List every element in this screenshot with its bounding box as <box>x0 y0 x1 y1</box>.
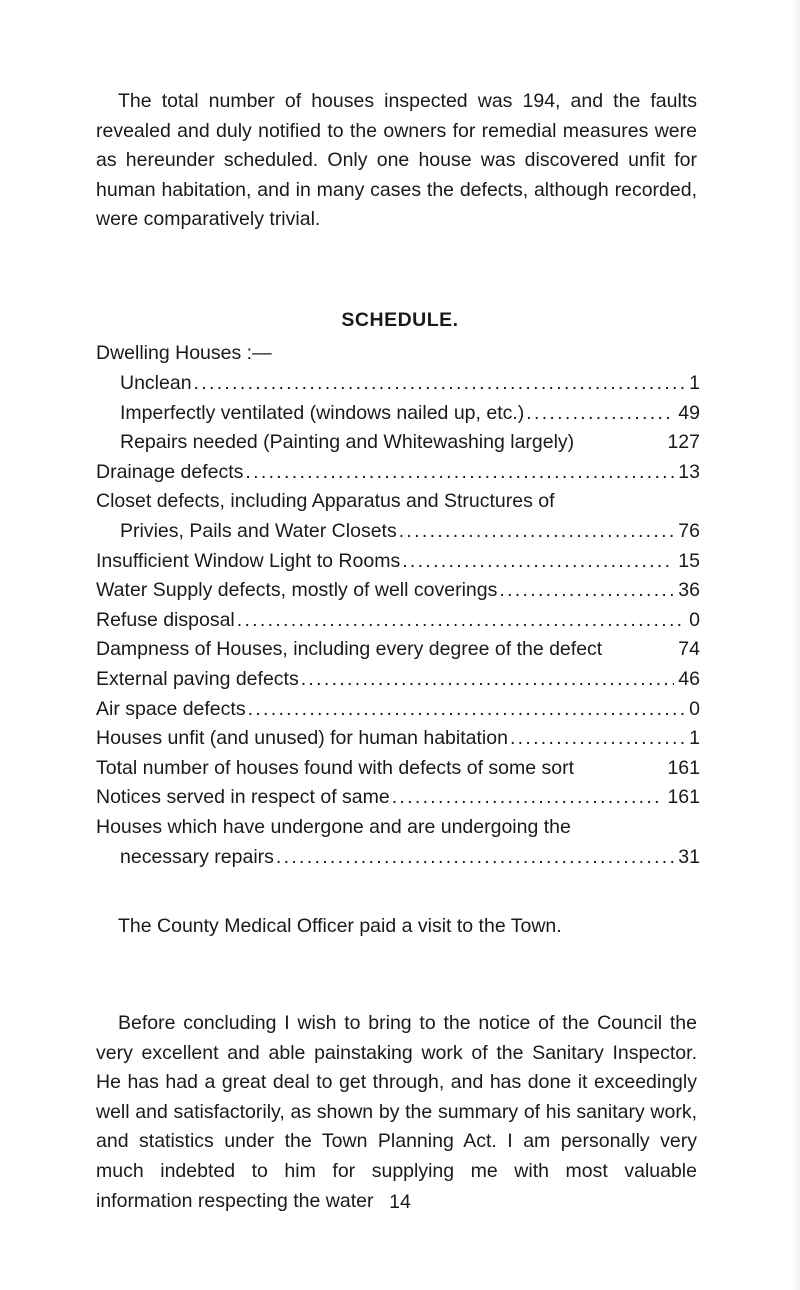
schedule-item-label: Total number of houses found with defects of some sort <box>96 756 575 779</box>
leader-dots <box>237 606 684 636</box>
schedule-item-label: Closet defects, including Apparatus and Structures of <box>96 490 555 513</box>
schedule-item-label: Drainage defects <box>96 460 244 483</box>
leader-dots <box>499 576 674 606</box>
schedule-item-value: 13 <box>678 460 700 483</box>
schedule-item-houses-repairs <box>96 813 700 843</box>
leader-dots <box>402 547 674 577</box>
schedule-item-label: Refuse disposal <box>96 608 235 631</box>
schedule-item-value: 0 <box>689 697 700 720</box>
schedule-heading: SCHEDULE. <box>341 309 459 331</box>
schedule-item-label: Imperfectly ventilated (windows nailed up, etc.) <box>120 401 525 424</box>
schedule-item-label: Water Supply defects, mostly of well coverings <box>96 579 498 602</box>
schedule-item-notices <box>96 783 700 813</box>
leader-dots <box>276 843 674 873</box>
schedule-list <box>96 369 700 872</box>
schedule-item-label: Houses unfit (and unused) for human habitation <box>96 727 508 750</box>
leader-dots <box>510 724 684 754</box>
concluding-paragraph: Before concluding I wish to bring to the notice of the Council the very excellent and able painstaking work of the Sanitary Inspector. He has had a great deal to get through, and has done it exceedingly well and satisfactorily, as shown by the summary of his sanitary work, and statistics under the Town Planning Act. I am personally very much indebted to him for supplying me with most valuable information respecting the water <box>96 1012 697 1212</box>
schedule-item-necessary-repairs <box>96 843 700 873</box>
county-visit-paragraph: The County Medical Officer paid a visit to the Town. <box>118 915 562 937</box>
page-number: 14 <box>389 1191 411 1213</box>
schedule-item-repairs <box>96 428 700 458</box>
schedule-item-label: Dampness of Houses, including every degree of the defect <box>96 638 603 661</box>
schedule-item-water-supply <box>96 576 700 606</box>
schedule-item-dampness <box>96 635 700 665</box>
schedule-item-label: Air space defects <box>96 697 246 720</box>
schedule-item-label: Privies, Pails and Water Closets <box>120 519 397 542</box>
schedule-item-value: 127 <box>667 431 700 454</box>
dwelling-houses-label: Dwelling Houses :— <box>96 342 272 364</box>
schedule-item-total-defects <box>96 754 700 784</box>
leader-dots <box>194 369 684 399</box>
schedule-item-value: 76 <box>678 519 700 542</box>
schedule-item-value: 36 <box>678 579 700 602</box>
leader-dots <box>392 783 664 813</box>
schedule-item-closet <box>96 487 700 517</box>
schedule-item-refuse <box>96 606 700 636</box>
leader-dots <box>301 665 675 695</box>
schedule-item-houses-unfit <box>96 724 700 754</box>
schedule-item-value: 46 <box>678 667 700 690</box>
schedule-item-label: Repairs needed (Painting and Whitewashing largely) <box>120 431 575 454</box>
schedule-item-value: 49 <box>678 401 700 424</box>
page-edge-shadow <box>790 0 800 1290</box>
schedule-item-air-space <box>96 695 700 725</box>
leader-dots <box>399 517 675 547</box>
schedule-item-window-light <box>96 547 700 577</box>
schedule-item-drainage <box>96 458 700 488</box>
intro-paragraph: The total number of houses inspected was 194, and the faults revealed and duly notified to the owners for remedial measures were as hereunder scheduled. Only one house was discovered unfit for human habitation, and in many cases the defects, although recorded, were comparatively trivial. <box>96 90 697 231</box>
schedule-item-value: 161 <box>667 786 700 809</box>
schedule-item-value: 15 <box>678 549 700 572</box>
schedule-item-value: 74 <box>678 638 700 661</box>
schedule-item-label: Insufficient Window Light to Rooms <box>96 549 401 572</box>
schedule-item-label: Unclean <box>120 372 192 394</box>
schedule-item-label: necessary repairs <box>120 845 274 868</box>
leader-dots <box>245 458 674 488</box>
schedule-item-value: 1 <box>689 727 700 750</box>
leader-dots <box>526 399 674 429</box>
schedule-item-label: Houses which have undergone and are undergoing the <box>96 815 571 838</box>
leader-dots <box>248 695 684 725</box>
schedule-item-privies <box>96 517 700 547</box>
schedule-item-value: 0 <box>689 608 700 631</box>
schedule-item-label: External paving defects <box>96 667 299 690</box>
schedule-item-value: 1 <box>689 372 700 394</box>
schedule-item-paving <box>96 665 700 695</box>
schedule-item-unclean <box>96 369 700 399</box>
schedule-item-ventilation <box>96 399 700 429</box>
schedule-item-value: 31 <box>678 845 700 868</box>
schedule-item-label: Notices served in respect of same <box>96 786 390 809</box>
schedule-item-value: 161 <box>667 756 700 779</box>
